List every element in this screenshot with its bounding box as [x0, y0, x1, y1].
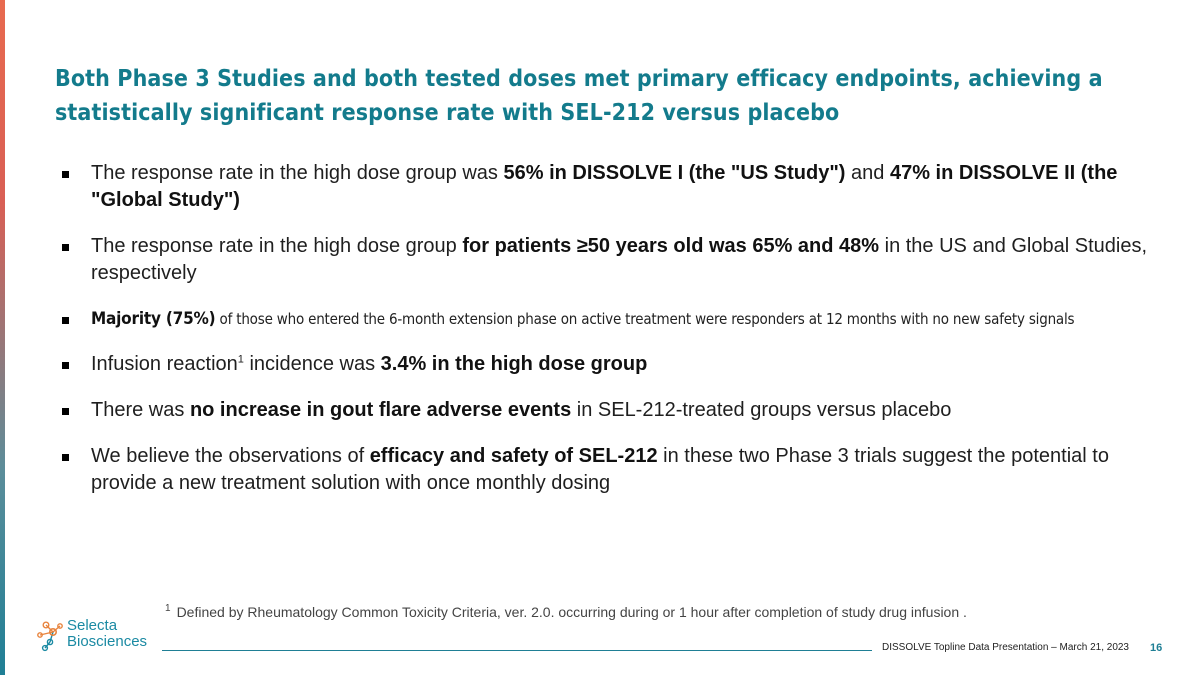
bullet-marker	[62, 454, 69, 461]
bullet-infusion-reaction: Infusion reaction$^1$ incidence was 3.4% in the high dose group	[62, 351, 1147, 378]
bullet-gout-flare: There was no increase in gout flare adverse events in SEL-212-treated groups versus placebo	[62, 397, 1147, 424]
company-logo	[36, 617, 166, 657]
bullet-age-subgroup: The response rate in the high dose group for patients ≥50 years old was 65% and 48% in the US and Global Studies, respectively	[62, 233, 1147, 287]
bullet-marker	[62, 362, 69, 369]
footer-divider	[162, 650, 872, 651]
footnote	[165, 604, 967, 620]
bullet-marker	[62, 317, 69, 324]
bullet-marker	[62, 408, 69, 415]
slide-title: Both Phase 3 Studies and both tested doses met primary efficacy endpoints, achieving a statistically significant response rate with SEL-212 versus placebo	[55, 66, 1103, 126]
bullet-conclusion: We believe the observations of efficacy and safety of SEL-212 in these two Phase 3 trials suggest the potential to provide a new treatment solution with once monthly dosing	[62, 443, 1147, 497]
molecule-logo-icon	[36, 617, 66, 653]
logo-wordmark: Selecta Biosciences	[67, 617, 148, 650]
bullet-response-rate: The response rate in the high dose group was 56% in DISSOLVE I (the "US Study") and 47% in DISSOLVE II (the "Global Study")	[62, 160, 1147, 214]
bullet-marker	[62, 244, 69, 251]
left-accent-bar	[0, 0, 5, 675]
page-number: 16	[1150, 642, 1163, 654]
bullet-list	[62, 160, 1147, 516]
footnote-text: Defined by Rheumatology Common Toxicity Criteria, ver. 2.0. occurring during or 1 hour after completion of study drug infusion .	[176, 604, 967, 620]
footnote-ref: 1	[237, 353, 244, 366]
bullet-marker	[62, 171, 69, 178]
footer-presentation-label: DISSOLVE Topline Data Presentation – March 21, 2023	[882, 642, 1129, 653]
bullet-extension-phase: Majority (75%) of those who entered the 6-month extension phase on active treatment were responders at 12 months with no new safety signals	[62, 306, 1147, 333]
footnote-marker: 1	[165, 603, 171, 615]
